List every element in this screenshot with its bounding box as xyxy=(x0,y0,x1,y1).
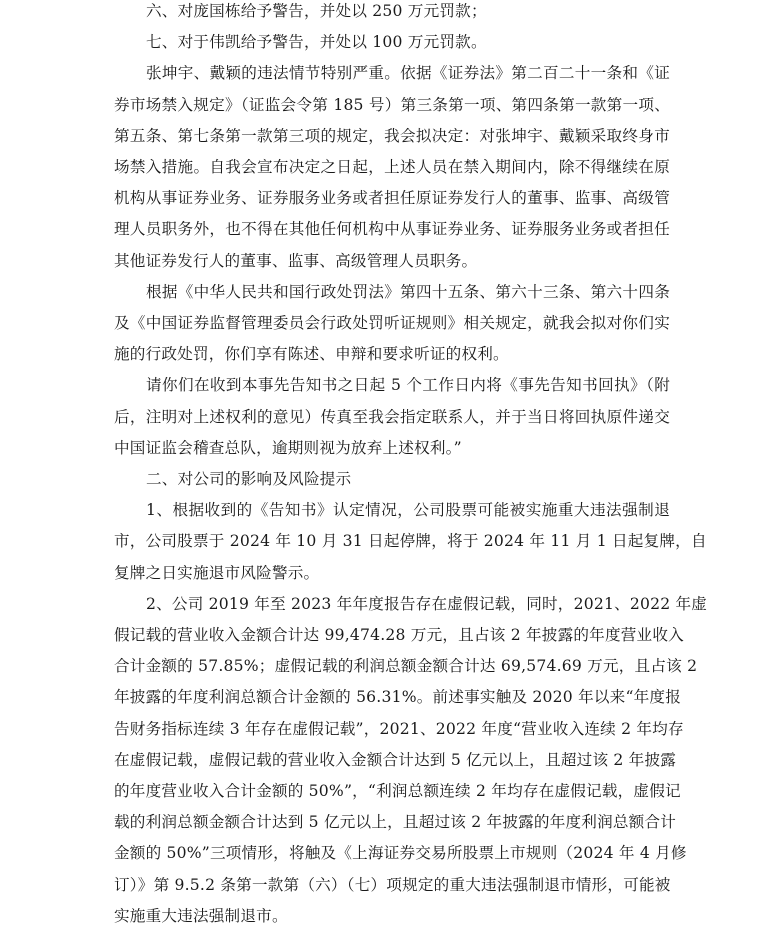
text-line: 实施重大违法强制退市。 xyxy=(114,906,288,925)
paragraph-receipt xyxy=(114,370,670,464)
paragraph-item-seven xyxy=(114,27,670,58)
section-heading-text: 二、对公司的影响及风险提示 xyxy=(146,470,352,489)
text-line: 2、公司 2019 年至 2023 年年度报告存在虚假记载，同时，2021、2022 年虚 xyxy=(146,594,708,613)
text-line: 第五条、第七条第一款第三项的规定，我会拟决定：对张坤宇、戴颖采取终身市 xyxy=(114,126,670,145)
text-line: 合计金额的 57.85%；虚假记载的利润总额金额合计达 69,574.69 万元，且占该 2 xyxy=(114,657,698,676)
text-line: 理人员职务外，也不得在其他任何机构中从事证券业务、证券服务业务或者担任 xyxy=(114,220,670,239)
text-line: 七、对于伟凯给予警告，并处以 100 万元罚款。 xyxy=(146,33,487,52)
text-line: 其他证券发行人的董事、监事、高级管理人员职务。 xyxy=(114,251,478,270)
text-line: 张坤宇、戴颖的违法情节特别严重。依据《证券法》第二百二十一条和《证 xyxy=(146,64,670,83)
text-line: 券市场禁入规定》（证监会令第 185 号）第三条第一项、第四条第一款第一项、 xyxy=(114,95,670,114)
text-line: 场禁入措施。自我会宣布决定之日起，上述人员在禁入期间内，除不得继续在原 xyxy=(114,158,670,177)
text-line: 市，公司股票于 2024 年 10 月 31 日起停牌，将于 2024 年 11 月 1 日起复牌，自 xyxy=(114,532,707,551)
text-line: 告财务指标连续 3 年存在虚假记载”，2021、2022 年度“营业收入连续 2 年均存 xyxy=(114,719,684,738)
text-line: 1、根据收到的《告知书》认定情况，公司股票可能被实施重大违法强制退 xyxy=(146,501,670,520)
text-line: 订）》第 9.5.2 条第一款第（六）（七）项规定的重大违法强制退市情形，可能被 xyxy=(114,875,671,894)
paragraph-market-ban xyxy=(114,58,670,276)
text-line: 施的行政处罚，你们享有陈述、申辩和要求听证的权利。 xyxy=(114,345,509,364)
paragraph-risk-two xyxy=(114,589,708,932)
document-page xyxy=(114,0,708,932)
text-line: 请你们在收到本事先告知书之日起 5 个工作日内将《事先告知书回执》（附 xyxy=(146,376,670,395)
paragraph-rights xyxy=(114,277,670,371)
text-line: 的年度营业收入合计金额的 50%”，“利润总额连续 2 年均存在虚假记载，虚假记 xyxy=(114,782,681,801)
text-line: 年披露的年度利润总额合计金额的 56.31%。前述事实触及 2020 年以来“年度报 xyxy=(114,688,682,707)
text-line: 根据《中华人民共和国行政处罚法》第四十五条、第六十三条、第六十四条 xyxy=(146,282,670,301)
text-line: 后，注明对上述权利的意见）传真至我会指定联系人，并于当日将回执原件递交 xyxy=(114,407,670,426)
paragraph-risk-one xyxy=(114,495,707,589)
text-line: 金额的 50%”三项情形，将触及《上海证券交易所股票上市规则（2024 年 4 月修 xyxy=(114,844,687,863)
text-line: 复牌之日实施退市风险警示。 xyxy=(114,563,320,582)
paragraph-item-six xyxy=(114,0,670,27)
text-line: 载的利润总额金额合计达到 5 亿元以上，且超过该 2 年披露的年度利润总额合计 xyxy=(114,813,677,832)
text-line: 中国证监会稽查总队，逾期则视为放弃上述权利。” xyxy=(114,438,462,457)
section-heading-impact-risk xyxy=(114,464,670,495)
text-line: 在虚假记载，虚假记载的营业收入金额合计达到 5 亿元以上，且超过该 2 年披露 xyxy=(114,750,677,769)
text-line: 机构从事证券业务、证券服务业务或者担任原证券发行人的董事、监事、高级管 xyxy=(114,189,670,208)
text-line: 六、对庞国栋给予警告，并处以 250 万元罚款； xyxy=(146,2,487,20)
text-line: 假记载的营业收入金额合计达 99,474.28 万元，且占该 2 年披露的年度营业收入 xyxy=(114,626,684,645)
text-line: 及《中国证券监督管理委员会行政处罚听证规则》相关规定，就我会拟对你们实 xyxy=(114,314,670,333)
